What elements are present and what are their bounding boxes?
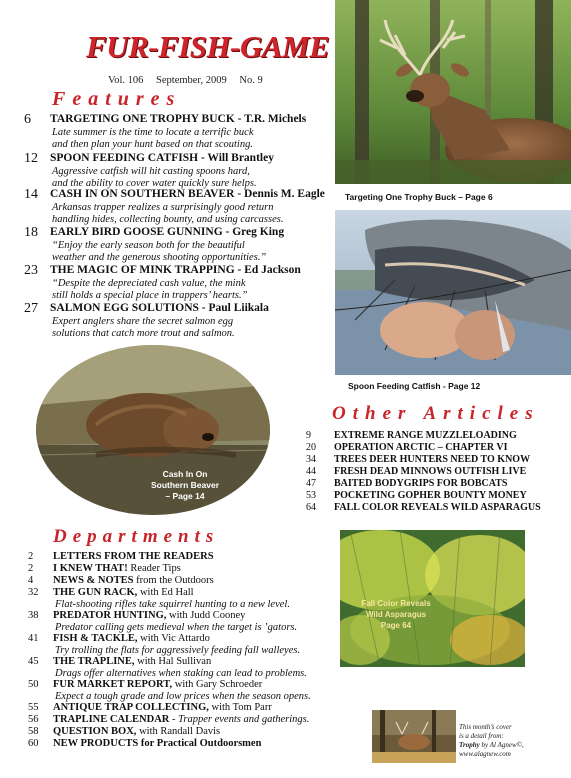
feature-title: TARGETING ONE TROPHY BUCK - T.R. Michels xyxy=(50,113,307,125)
beaver-photo-caption: Cash In On Southern Beaver – Page 14 xyxy=(150,469,220,501)
feature-page: 23 xyxy=(24,263,38,278)
features-heading: Features xyxy=(52,88,182,110)
feature-title: SPOON FEEDING CATFISH - Will Brantley xyxy=(50,152,274,164)
buck-photo[interactable] xyxy=(335,0,571,184)
issue-volume: Vol. 106 xyxy=(108,75,144,86)
departments-heading: Departments xyxy=(53,526,220,547)
other-article-item[interactable]: 44 FRESH DEAD MINNOWS OUTFISH LIVE xyxy=(306,466,527,477)
department-item[interactable]: 50 FUR MARKET REPORT, with Gary Schroeder Expect a tough grade and low prices when the season opens. xyxy=(28,679,311,702)
feature-item[interactable] xyxy=(24,225,324,265)
feature-title: SALMON EGG SOLUTIONS - Paul Liikala xyxy=(50,302,269,314)
department-item[interactable]: 55 ANTIQUE TRAP COLLECTING, with Tom Parr xyxy=(28,702,272,713)
other-article-item[interactable]: 53 POCKETING GOPHER BOUNTY MONEY xyxy=(306,490,527,501)
department-item[interactable]: 60 NEW PRODUCTS for Practical Outdoorsmen xyxy=(28,738,262,749)
feature-page: 12 xyxy=(24,151,38,166)
feature-page: 27 xyxy=(24,301,38,316)
department-item[interactable]: 4 NEWS & NOTES from the Outdoors xyxy=(28,575,214,586)
feature-desc: Aggressive catfish will hit casting spoons hard, and the ability to cover water quickly sure helps. xyxy=(52,166,257,189)
department-item[interactable]: 2 I KNEW THAT! Reader Tips xyxy=(28,563,181,574)
buck-photo-caption: Targeting One Trophy Buck – Page 6 xyxy=(345,192,493,202)
department-item[interactable]: 38 PREDATOR HUNTING, with Judd Cooney Predator calling gets medieval when the target is ’gators. xyxy=(28,610,298,633)
department-item[interactable]: 56 TRAPLINE CALENDAR - Trapper events and gatherings. xyxy=(28,714,310,725)
feature-page: 14 xyxy=(24,187,38,202)
feature-page: 18 xyxy=(24,225,38,240)
feature-page: 6 xyxy=(24,112,31,127)
department-item[interactable]: 45 THE TRAPLINE, with Hal Sullivan Drags offer alternatives when staking can lead to problems. xyxy=(28,656,307,679)
feature-item[interactable] xyxy=(24,151,324,191)
cover-credit: This month’s cover is a detail from: Trophy by Al Agnew©, www.alagnew.com xyxy=(459,723,524,758)
feature-item[interactable] xyxy=(24,263,324,303)
department-item[interactable]: 41 FISH & TACKLE, with Vic Attardo Try trolling the flats for aggressively feeding fall walleyes. xyxy=(28,633,301,656)
feature-title: THE MAGIC OF MINK TRAPPING - Ed Jackson xyxy=(50,264,301,276)
catfish-photo[interactable] xyxy=(335,210,571,375)
magazine-logo: FUR-FISH-GAME xyxy=(86,29,330,64)
issue-number: No. 9 xyxy=(239,75,263,86)
other-article-item[interactable]: 34 TREES DEER HUNTERS NEED TO KNOW xyxy=(306,454,531,465)
feature-desc: Arkansas trapper realizes a surprisingly good return handling hides, collecting bounty, and using carcasses. xyxy=(52,202,284,225)
asparagus-photo-caption: Fall Color Reveals Wild Asparagus Page 64 xyxy=(361,599,431,630)
feature-item[interactable] xyxy=(24,301,324,341)
other-article-item[interactable]: 47 BAITED BODYGRIPS FOR BOBCATS xyxy=(306,478,508,489)
feature-desc: Late summer is the time to locate a terrific buck and then plan your hunt based on that scouting. xyxy=(52,127,254,150)
feature-item[interactable] xyxy=(24,112,324,152)
feature-desc: “Despite the depreciated cash value, the mink still holds a special place in trappers’ hearts.” xyxy=(52,278,248,301)
feature-desc: Expert anglers share the secret salmon egg solutions that catch more trout and salmon. xyxy=(52,316,235,339)
other-articles-heading: Other Articles xyxy=(332,403,540,424)
issue-date: September, 2009 xyxy=(156,75,227,86)
department-item[interactable]: 58 QUESTION BOX, with Randall Davis xyxy=(28,726,221,737)
issue-info xyxy=(108,75,273,86)
other-article-item[interactable]: 20 OPERATION ARCTIC – CHAPTER VI xyxy=(306,442,508,453)
catfish-photo-caption: Spoon Feeding Catfish - Page 12 xyxy=(348,381,481,391)
department-item[interactable]: 2 LETTERS FROM THE READERS xyxy=(28,551,214,562)
feature-title: CASH IN ON SOUTHERN BEAVER - Dennis M. Eagle xyxy=(50,188,325,200)
other-article-item[interactable]: 64 FALL COLOR REVEALS WILD ASPARAGUS xyxy=(306,502,541,513)
cover-thumbnail[interactable] xyxy=(372,710,456,763)
feature-title: EARLY BIRD GOOSE GUNNING - Greg King xyxy=(50,226,285,238)
other-article-item[interactable]: 9 EXTREME RANGE MUZZLELOADING xyxy=(306,430,517,441)
department-item[interactable]: 32 THE GUN RACK, with Ed Hall Flat-shooting rifles take squirrel hunting to a new level. xyxy=(28,587,290,610)
feature-item[interactable] xyxy=(24,187,324,227)
feature-desc: “Enjoy the early season both for the beautiful weather and the generous shooting opportunities.” xyxy=(52,240,267,263)
